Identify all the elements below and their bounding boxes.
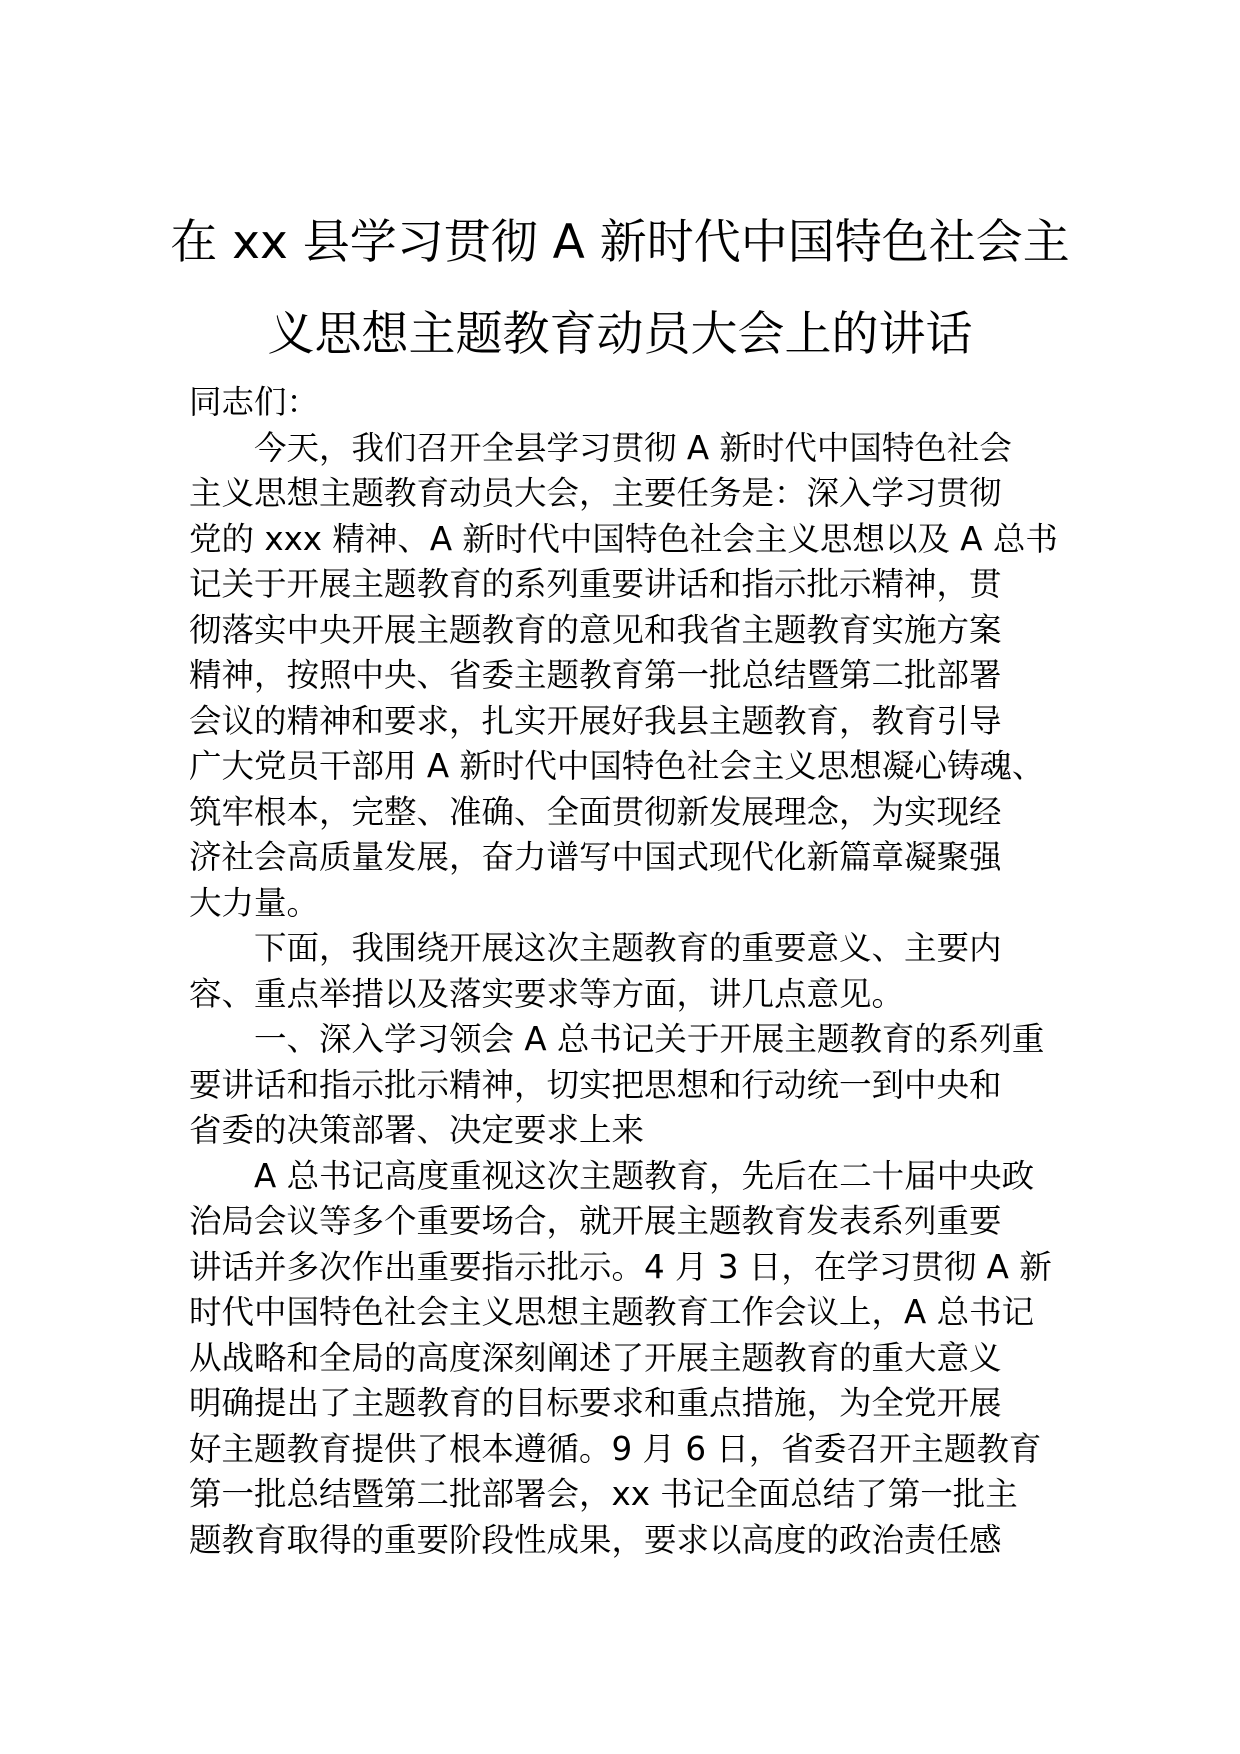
paragraph-1-line: 筑牢根本，完整、准确、全面贯彻新发展理念，为实现经 [189,792,1002,831]
paragraph-3-line: 明确提出了主题教育的目标要求和重点措施，为全党开展 [189,1384,1002,1422]
paragraph-3-line: 讲话并多次作出重要指示批示。4 月 3 日，在学习贯彻 A 新 [189,1247,1052,1286]
paragraph-1-line: 彻落实中央开展主题教育的意见和我省主题教育实施方案 [189,610,1002,649]
document-title-line-1: 在 xx 县学习贯彻 A 新时代中国特色社会主 [170,215,1070,270]
paragraph-1-line: 会议的精神和要求，扎实开展好我县主题教育，教育引导 [189,701,1002,740]
paragraph-2-line: 下面，我围绕开展这次主题教育的重要意义、主要内 [254,929,1002,967]
paragraph-1-line: 济社会高质量发展，奋力谱写中国式现代化新篇章凝聚强 [189,838,1002,876]
document-body [189,380,1129,1563]
paragraph-1-line: 精神，按照中央、省委主题教育第一批总结暨第二批部署 [189,656,1002,694]
paragraph-2-line: 容、重点举措以及落实要求等方面，讲几点意见。 [189,974,905,1013]
document-title-line-2: 义思想主题教育动员大会上的讲话 [267,307,973,362]
paragraph-1-line: 记关于开展主题教育的系列重要讲话和指示批示精神，贯 [189,565,1002,603]
paragraph-1-line: 党的 xxx 精神、A 新时代中国特色社会主义思想以及 A 总书 [189,519,1058,558]
section-heading-line: 省委的决策部署、决定要求上来 [189,1111,645,1149]
paragraph-3-line: A 总书记高度重视这次主题教育，先后在二十届中央政 [254,1156,1035,1195]
paragraph-3-line: 时代中国特色社会主义思想主题教育工作会议上，A 总书记 [189,1293,1035,1331]
paragraph-1-line: 广大党员干部用 A 新时代中国特色社会主义思想凝心铸魂、 [189,747,1045,785]
section-heading-line: 一、深入学习领会 A 总书记关于开展主题教育的系列重 [254,1020,1045,1058]
section-heading-line: 要讲话和指示批示精神，切实把思想和行动统一到中央和 [189,1065,1002,1104]
paragraph-3-line: 题教育取得的重要阶段性成果，要求以高度的政治责任感 [189,1520,1002,1559]
paragraph-3-line: 好主题教育提供了根本遵循。9 月 6 日，省委召开主题教育 [189,1429,1042,1468]
paragraph-3-line: 从战略和全局的高度深刻阐述了开展主题教育的重大意义 [189,1338,1002,1377]
paragraph-1-line: 主义思想主题教育动员大会，主要任务是：深入学习贯彻 [189,474,1002,512]
paragraph-3-line: 第一批总结暨第二批部署会，xx 书记全面总结了第一批主 [189,1475,1018,1513]
paragraph-1-line: 今天，我们召开全县学习贯彻 A 新时代中国特色社会 [254,428,1012,467]
salutation: 同志们： [189,383,320,421]
paragraph-1-line: 大力量。 [189,883,320,922]
paragraph-3-line: 治局会议等多个重要场合，就开展主题教育发表系列重要 [189,1202,1002,1240]
